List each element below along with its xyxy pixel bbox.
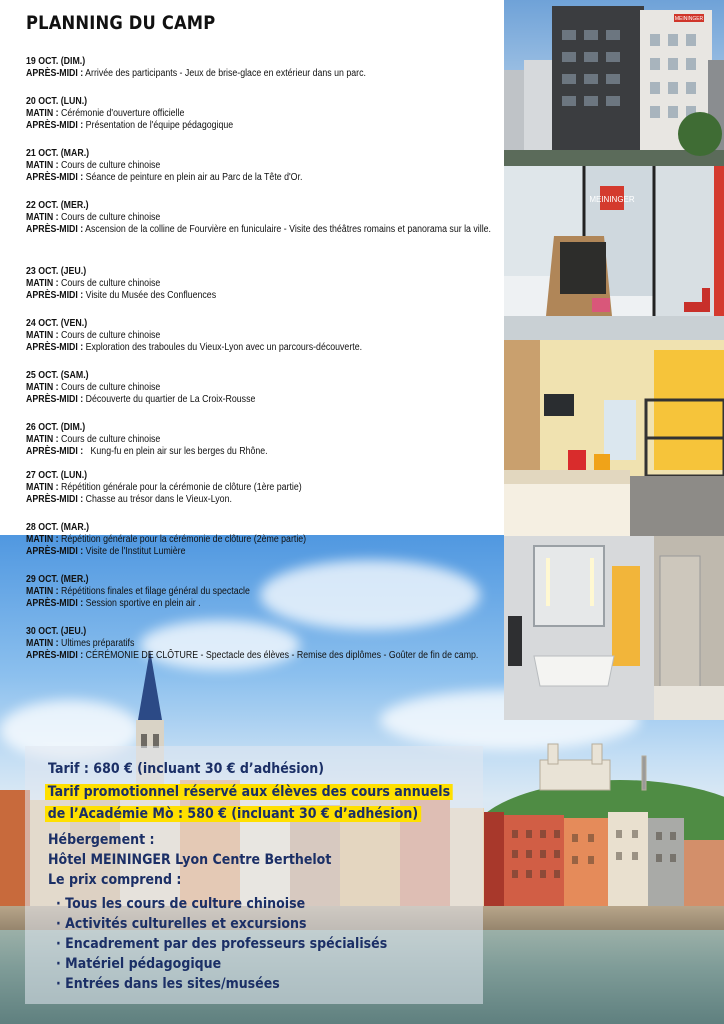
hotel-name: Hôtel MEININGER Lyon Centre Berthelot [48, 852, 332, 868]
day-activity: APRÈS-MIDI : Exploration des traboules du Vieux-Lyon avec un parcours-découverte. [26, 342, 363, 353]
day-activity: APRÈS-MIDI : Kung-fu en plein air sur les berges du Rhône. [26, 446, 268, 457]
day-date: 24 OCT. (VEN.) [26, 318, 88, 329]
day-activity: APRÈS-MIDI : Visite de l'Institut Lumière [26, 546, 186, 557]
hotel-bathroom-illustration [504, 536, 724, 720]
included-item: · Entrées dans les sites/musées [56, 976, 280, 992]
included-list [56, 894, 424, 994]
basilica-fourviere [540, 744, 646, 790]
schedule-day [26, 574, 496, 610]
day-date: 30 OCT. (JEU.) [26, 626, 87, 637]
schedule-day [26, 318, 496, 354]
promo-line-1: Tarif promotionnel réservé aux élèves des cours annuels [45, 784, 453, 800]
day-date: 23 OCT. (JEU.) [26, 266, 87, 277]
hotel-exterior-photo [504, 0, 724, 166]
day-activity: MATIN : Cérémonie d'ouverture officielle [26, 108, 185, 119]
tarif-line: Tarif : 680 € (incluant 30 € d’adhésion) [48, 761, 324, 777]
day-activity: MATIN : Cours de culture chinoise [26, 330, 161, 341]
day-activity: APRÈS-MIDI : Séance de peinture en plein air au Parc de la Tête d'Or. [26, 172, 303, 183]
day-date: 25 OCT. (SAM.) [26, 370, 89, 381]
day-activity: APRÈS-MIDI : Découverte du quartier de La Croix-Rousse [26, 394, 256, 405]
schedule-day [26, 266, 496, 302]
schedule-day [26, 470, 496, 506]
promo-line-2: de l’Académie Mò : 580 € (incluant 30 € d’adhésion) [45, 806, 421, 822]
hebergement-label: Hébergement : [48, 832, 155, 848]
day-activity: MATIN : Répétition générale pour la cérémonie de clôture (2ème partie) [26, 534, 307, 545]
hotel-lobby-illustration [504, 166, 724, 340]
schedule-day [26, 148, 496, 184]
hotel-bedroom-illustration [504, 340, 724, 536]
day-date: 21 OCT. (MAR.) [26, 148, 90, 159]
included-item: · Tous les cours de culture chinoise [56, 896, 306, 912]
page-title: PLANNING DU CAMP [26, 12, 216, 34]
schedule-day [26, 422, 496, 458]
included-item: · Matériel pédagogique [56, 956, 222, 972]
price-includes-label: Le prix comprend : [48, 872, 182, 888]
schedule-day [26, 626, 496, 662]
lobby-sign: MEININGER [589, 195, 635, 204]
photo-column [504, 0, 724, 720]
day-date: 28 OCT. (MAR.) [26, 522, 90, 533]
day-date: 29 OCT. (MER.) [26, 574, 89, 585]
day-activity: APRÈS-MIDI : Présentation de l'équipe pédagogique [26, 120, 234, 131]
schedule-day [26, 370, 496, 406]
day-activity: APRÈS-MIDI : Chasse au trésor dans le Vieux-Lyon. [26, 494, 232, 505]
day-date: 27 OCT. (LUN.) [26, 470, 88, 481]
day-date: 20 OCT. (LUN.) [26, 96, 88, 107]
day-activity: MATIN : Répétitions finales et filage général du spectacle [26, 586, 250, 597]
day-activity: MATIN : Répétition générale pour la cérémonie de clôture (1ère partie) [26, 482, 302, 493]
day-activity: MATIN : Cours de culture chinoise [26, 278, 161, 289]
schedule-day [26, 56, 496, 80]
day-activity: MATIN : Cours de culture chinoise [26, 382, 161, 393]
schedule-day [26, 522, 496, 558]
hotel-lobby-photo [504, 166, 724, 340]
hotel-sign: MEININGER [674, 16, 704, 22]
included-item: · Activités culturelles et excursions [56, 916, 307, 932]
day-activity: APRÈS-MIDI : CÉRÉMONIE DE CLÔTURE - Spectacle des élèves - Remise des diplômes - Goûter de fin de camp. [26, 650, 479, 661]
day-activity: MATIN : Cours de culture chinoise [26, 212, 161, 223]
hotel-exterior-illustration [504, 0, 724, 166]
included-item: · Encadrement par des professeurs spécialisés [56, 936, 388, 952]
schedule-day [26, 200, 496, 236]
day-activity: APRÈS-MIDI : Arrivée des participants - Jeux de brise-glace en extérieur dans un parc. [26, 68, 366, 79]
day-activity: MATIN : Cours de culture chinoise [26, 434, 161, 445]
hotel-bedroom-photo [504, 340, 724, 536]
day-date: 22 OCT. (MER.) [26, 200, 89, 211]
day-activity: MATIN : Cours de culture chinoise [26, 160, 161, 171]
day-activity: APRÈS-MIDI : Session sportive en plein air . [26, 598, 201, 609]
schedule-day [26, 96, 496, 132]
day-date: 19 OCT. (DIM.) [26, 56, 86, 67]
day-activity: APRÈS-MIDI : Ascension de la colline de Fourvière en funiculaire - Visite des théâtres romains et panorama sur la ville. [26, 224, 491, 235]
day-date: 26 OCT. (DIM.) [26, 422, 86, 433]
day-activity: APRÈS-MIDI : Visite du Musée des Confluences [26, 290, 217, 301]
hotel-bathroom-photo [504, 536, 724, 720]
day-activity: MATIN : Ultimes préparatifs [26, 638, 135, 649]
